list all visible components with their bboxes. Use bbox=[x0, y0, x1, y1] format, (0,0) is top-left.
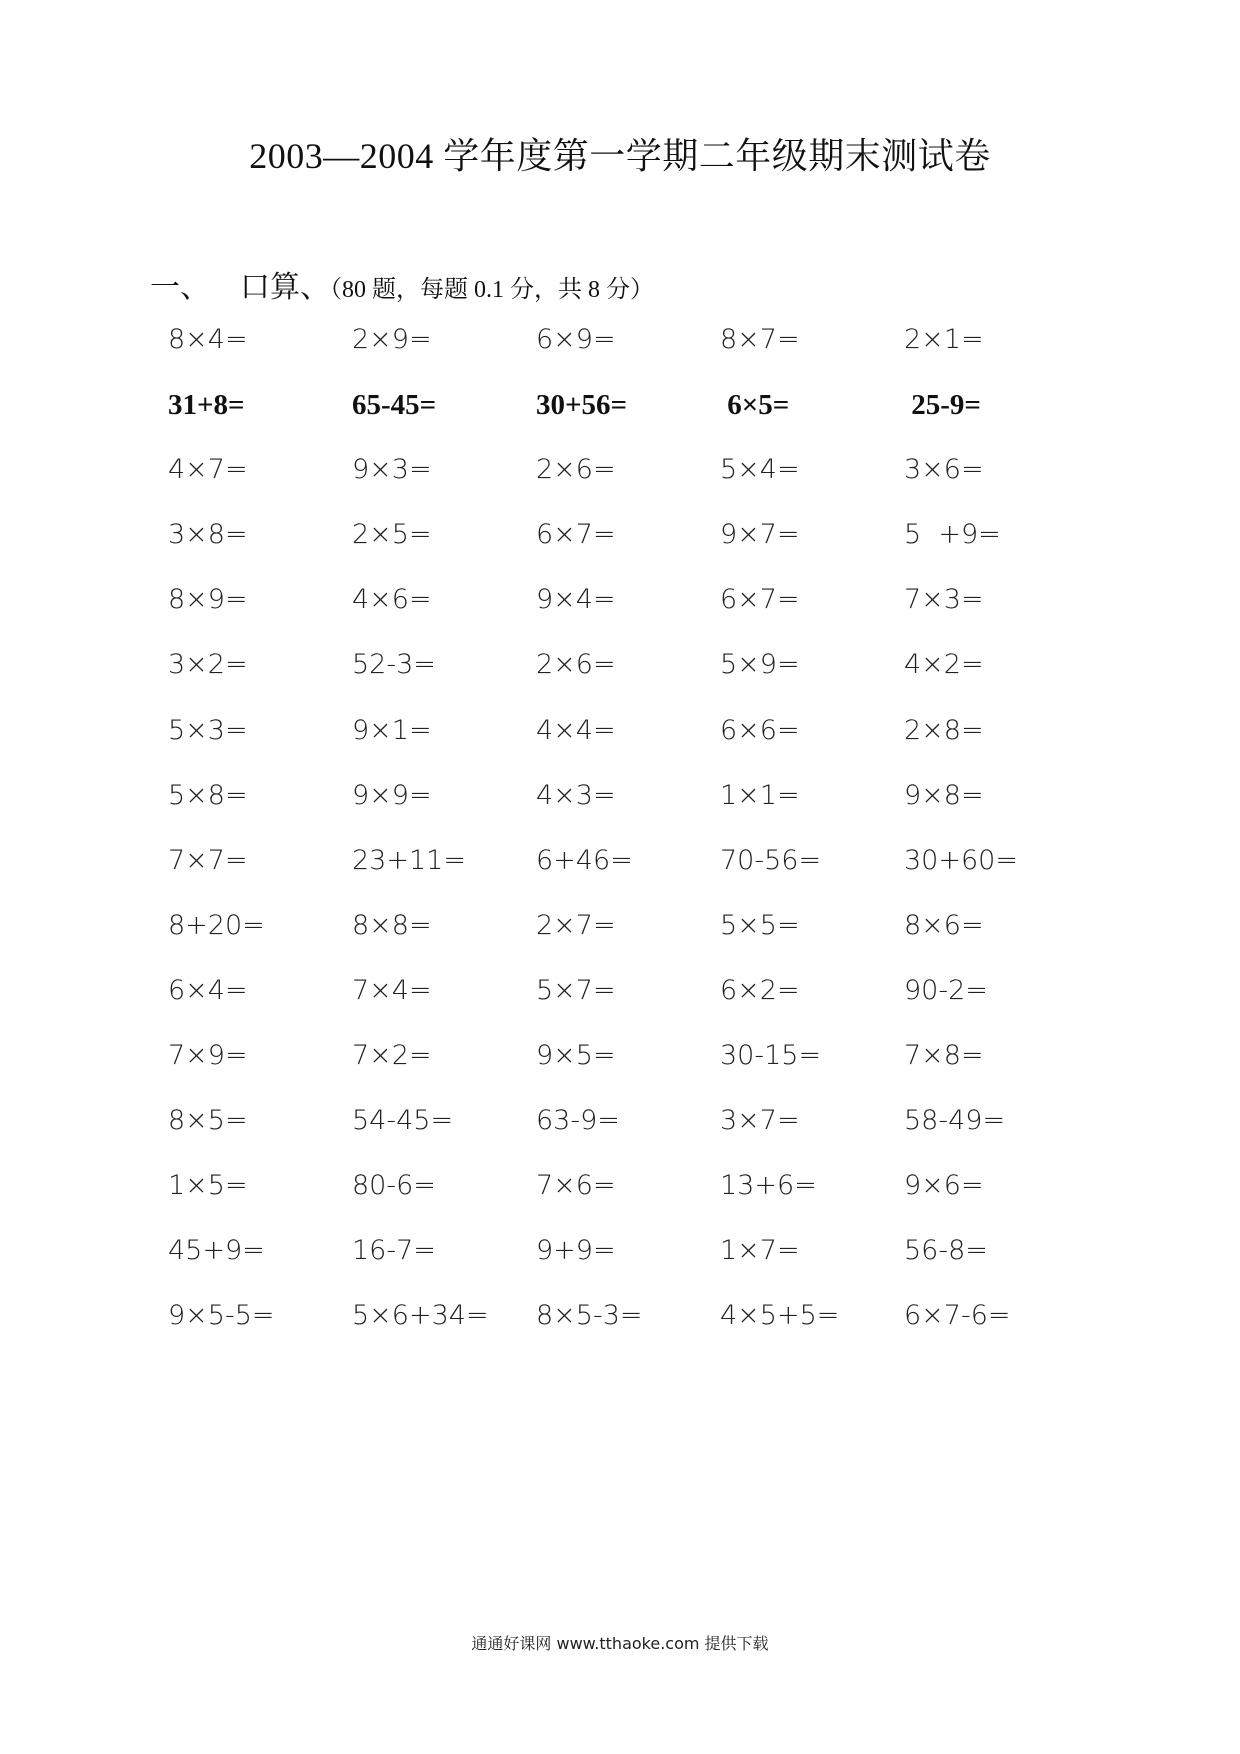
problem-row bbox=[168, 1106, 1098, 1171]
problem-item: 7×2= bbox=[352, 1040, 432, 1072]
problem-item: 1×1= bbox=[720, 779, 800, 811]
problem-row bbox=[168, 650, 1098, 715]
problem-item: 4×7= bbox=[168, 454, 248, 486]
problem-item: 9×5= bbox=[536, 1040, 616, 1072]
problem-item: 80-6= bbox=[352, 1170, 436, 1202]
problem-item: 5 +9= bbox=[904, 519, 1001, 551]
problem-item: 8×8= bbox=[352, 909, 432, 941]
problem-item: 7×6= bbox=[536, 1170, 616, 1202]
problem-item: 4×4= bbox=[536, 714, 616, 746]
problem-item: 4×2= bbox=[904, 649, 984, 681]
problem-item: 1×7= bbox=[720, 1235, 800, 1267]
problem-row bbox=[168, 325, 1098, 390]
problem-item: 5×7= bbox=[536, 974, 616, 1006]
problem-item: 5×9= bbox=[720, 649, 800, 681]
problem-item: 2×6= bbox=[536, 454, 616, 486]
problem-item: 9×9= bbox=[352, 779, 432, 811]
problem-item: 45+9= bbox=[168, 1235, 265, 1267]
problem-item: 6×7-6= bbox=[904, 1300, 1011, 1332]
problem-item: 2×5= bbox=[352, 519, 432, 551]
problem-row bbox=[168, 1236, 1098, 1301]
problem-row bbox=[168, 585, 1098, 650]
problem-item: 63-9= bbox=[536, 1105, 620, 1137]
problem-row bbox=[168, 1171, 1098, 1236]
problem-item: 1×5= bbox=[168, 1170, 248, 1202]
problem-item: 8×9= bbox=[168, 584, 248, 616]
problem-item: 8×7= bbox=[720, 324, 800, 355]
problem-row bbox=[168, 716, 1098, 781]
problem-item: 2×7= bbox=[536, 909, 616, 941]
problem-item: 8×6= bbox=[904, 909, 984, 941]
section-note: （80 题，每题 0.1 分，共 8 分） bbox=[330, 277, 654, 303]
problem-item: 3×2= bbox=[168, 649, 248, 681]
problem-item: 8×5-3= bbox=[536, 1300, 643, 1332]
problem-item: 5×3= bbox=[168, 714, 248, 746]
problem-item: 58-49= bbox=[904, 1105, 1006, 1137]
problem-grid bbox=[168, 325, 1098, 1367]
problem-item: 5×8= bbox=[168, 779, 248, 811]
problem-item: 5×4= bbox=[720, 454, 800, 486]
problem-item: 4×3= bbox=[536, 779, 616, 811]
problem-row bbox=[168, 520, 1098, 585]
problem-item: 25-9= bbox=[904, 389, 981, 422]
problem-row bbox=[168, 390, 1098, 455]
problem-item: 23+11= bbox=[352, 844, 466, 876]
problem-item: 70-56= bbox=[720, 844, 822, 876]
problem-item: 7×3= bbox=[904, 584, 984, 616]
problem-item: 2×8= bbox=[904, 714, 984, 746]
problem-item: 2×1= bbox=[904, 324, 984, 355]
problem-row bbox=[168, 846, 1098, 911]
problem-item: 6×7= bbox=[720, 584, 800, 616]
problem-item: 9×3= bbox=[352, 454, 432, 486]
problem-item: 9×5-5= bbox=[168, 1300, 275, 1332]
problem-item: 7×7= bbox=[168, 844, 248, 876]
problem-item: 6×9= bbox=[536, 324, 616, 355]
problem-item: 3×6= bbox=[904, 454, 984, 486]
problem-item: 6×7= bbox=[536, 519, 616, 551]
problem-item: 6×6= bbox=[720, 714, 800, 746]
problem-item: 6×4= bbox=[168, 974, 248, 1006]
problem-item: 30+56= bbox=[536, 389, 628, 422]
problem-row bbox=[168, 1301, 1098, 1366]
problem-item: 9×4= bbox=[536, 584, 616, 616]
problem-item: 2×9= bbox=[352, 324, 432, 355]
problem-item: 4×5+5= bbox=[720, 1300, 840, 1332]
problem-item: 7×9= bbox=[168, 1040, 248, 1072]
problem-item: 56-8= bbox=[904, 1235, 988, 1267]
problem-item: 8+20= bbox=[168, 909, 265, 941]
problem-item: 7×8= bbox=[904, 1040, 984, 1072]
problem-item: 6+46= bbox=[536, 844, 633, 876]
footer-text: 通通好课网 www.tthaoke.com 提供下载 bbox=[471, 1634, 769, 1653]
problem-row bbox=[168, 1041, 1098, 1106]
problem-row bbox=[168, 455, 1098, 520]
problem-item: 90-2= bbox=[904, 974, 988, 1006]
problem-item: 9×8= bbox=[904, 779, 984, 811]
section-heading bbox=[150, 262, 654, 306]
problem-item: 9×6= bbox=[904, 1170, 984, 1202]
problem-item: 6×5= bbox=[720, 389, 790, 422]
problem-item: 31+8= bbox=[168, 389, 245, 422]
problem-item: 9+9= bbox=[536, 1235, 616, 1267]
problem-item: 30+60= bbox=[904, 844, 1018, 876]
problem-item: 30-15= bbox=[720, 1040, 822, 1072]
problem-item: 52-3= bbox=[352, 649, 436, 681]
problem-item: 54-45= bbox=[352, 1105, 454, 1137]
section-name: 口算、 bbox=[240, 271, 330, 304]
page-title: 2003—2004 学年度第一学期二年级期末测试卷 bbox=[249, 136, 991, 176]
problem-item: 2×6= bbox=[536, 649, 616, 681]
problem-row bbox=[168, 781, 1098, 846]
problem-item: 9×7= bbox=[720, 519, 800, 551]
problem-item: 6×2= bbox=[720, 974, 800, 1006]
problem-item: 13+6= bbox=[720, 1170, 817, 1202]
problem-item: 7×4= bbox=[352, 974, 432, 1006]
problem-item: 8×5= bbox=[168, 1105, 248, 1137]
problem-row bbox=[168, 976, 1098, 1041]
problem-row bbox=[168, 911, 1098, 976]
problem-item: 9×1= bbox=[352, 714, 432, 746]
problem-item: 5×5= bbox=[720, 909, 800, 941]
section-number: 一、 bbox=[150, 271, 210, 304]
problem-item: 4×6= bbox=[352, 584, 432, 616]
problem-item: 65-45= bbox=[352, 389, 437, 422]
problem-item: 3×7= bbox=[720, 1105, 800, 1137]
problem-item: 8×4= bbox=[168, 324, 248, 355]
problem-item: 5×6+34= bbox=[352, 1300, 489, 1332]
problem-item: 16-7= bbox=[352, 1235, 436, 1267]
problem-item: 3×8= bbox=[168, 519, 248, 551]
